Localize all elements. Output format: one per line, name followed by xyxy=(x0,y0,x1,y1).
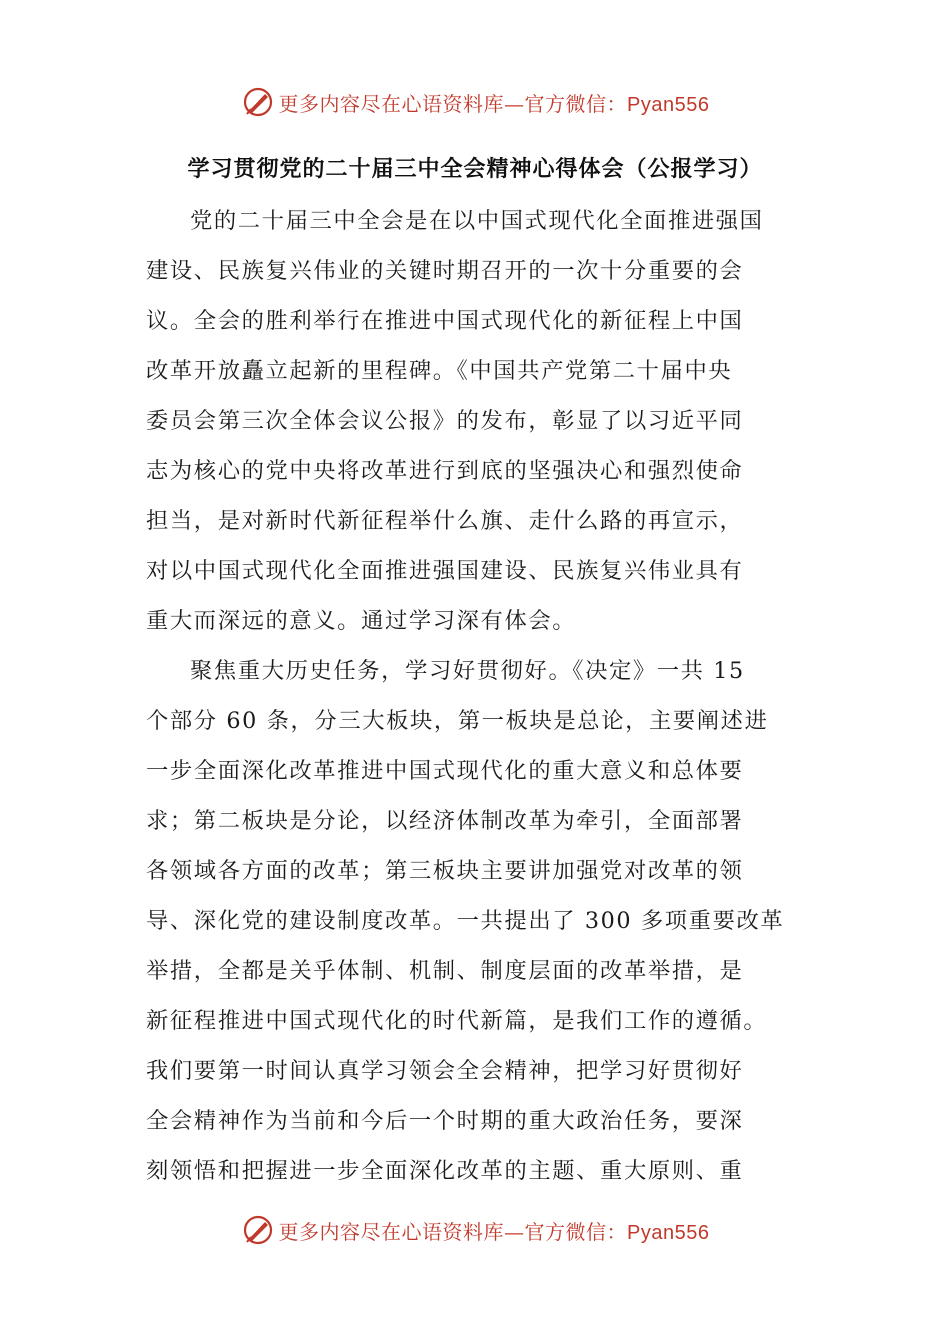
body-line: 各领域各方面的改革；第三板块主要讲加强党对改革的领 xyxy=(146,858,744,884)
body-line: 对以中国式现代化全面推进强国建设、民族复兴伟业具有 xyxy=(146,558,744,584)
body-line: 志为核心的党中央将改革进行到底的坚强决心和强烈使命 xyxy=(146,458,744,484)
banner-text: 更多内容尽在心语资料库—官方微信：Pyan556 xyxy=(278,91,710,116)
body-line: 重大而深远的意义。通过学习深有体会。 xyxy=(146,608,577,634)
document-body xyxy=(146,196,814,1196)
document-title: 学习贯彻党的二十届三中全会精神心得体会（公报学习） xyxy=(187,157,763,182)
body-line: 刻领悟和把握进一步全面深化改革的主题、重大原则、重 xyxy=(146,1158,744,1184)
header-banner xyxy=(0,82,950,122)
body-line: 一步全面深化改革推进中国式现代化的重大意义和总体要 xyxy=(146,758,744,784)
body-line: 聚焦重大历史任务，学习好贯彻好。《决定》一共 15 xyxy=(190,658,745,684)
body-line: 举措，全都是关乎体制、机制、制度层面的改革举措，是 xyxy=(146,958,744,984)
body-line: 议。全会的胜利举行在推进中国式现代化的新征程上中国 xyxy=(146,308,744,334)
body-line: 个部分 60 条，分三大板块，第一板块是总论，主要阐述进 xyxy=(146,708,769,734)
body-line: 建设、民族复兴伟业的关键时期召开的一次十分重要的会 xyxy=(146,258,744,284)
wechat-handle: Pyan556 xyxy=(627,1221,710,1244)
body-line: 委员会第三次全体会议公报》的发布，彰显了以习近平同 xyxy=(146,408,744,434)
body-line: 我们要第一时间认真学习领会全会精神，把学习好贯彻好 xyxy=(146,1058,744,1084)
body-line: 新征程推进中国式现代化的时代新篇，是我们工作的遵循。 xyxy=(146,1008,768,1034)
body-line: 导、深化党的建设制度改革。一共提出了 300 多项重要改革 xyxy=(146,908,785,934)
pen-seal-logo-icon xyxy=(241,85,275,119)
banner-text: 更多内容尽在心语资料库—官方微信：Pyan556 xyxy=(278,1219,710,1244)
footer-banner xyxy=(0,1210,950,1250)
body-line: 求；第二板块是分论，以经济体制改革为牵引，全面部署 xyxy=(146,808,744,834)
body-line: 担当，是对新时代新征程举什么旗、走什么路的再宣示， xyxy=(146,508,744,534)
body-line: 全会精神作为当前和今后一个时期的重大政治任务，要深 xyxy=(146,1108,744,1134)
pen-seal-logo-icon xyxy=(241,1213,275,1247)
body-line: 党的二十届三中全会是在以中国式现代化全面推进强国 xyxy=(190,208,764,234)
wechat-handle: Pyan556 xyxy=(627,93,710,116)
body-line: 改革开放矗立起新的里程碑。《中国共产党第二十届中央 xyxy=(146,358,733,384)
